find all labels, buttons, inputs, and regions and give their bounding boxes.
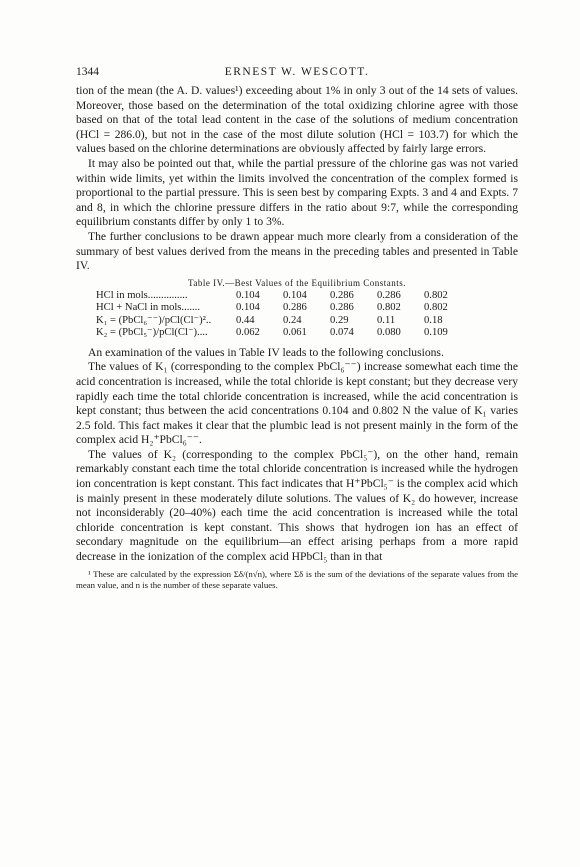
table-cell: 0.286 (330, 289, 354, 301)
page-number: 1344 (76, 66, 99, 78)
table-row (96, 327, 471, 340)
table-row (96, 315, 471, 328)
table-cell: 0.286 (283, 302, 307, 314)
table-cell: 0.44 (236, 314, 255, 326)
equilibrium-table (96, 290, 471, 340)
footnote-text: ¹ These are calculated by the expression Σδ/(n√n), where Σδ is the sum of the deviations of the separate values from the mean value, and n is the number of these separate values. (76, 568, 518, 590)
table-cell: 0.802 (424, 289, 448, 301)
table-cell: 0.104 (236, 289, 260, 301)
paragraph-4: An examination of the values in Table IV leads to the following conclusions. (88, 345, 444, 359)
row-label: HCl in mols............... (96, 289, 188, 301)
paragraph-3: The further conclusions to be drawn appear much more clearly from a consideration of the summary of best values derived from the means in the preceding tables and presented in Table IV. (76, 229, 518, 273)
paragraph-1: tion of the mean (the A. D. values¹) exceeding about 1% in only 3 out of the 14 sets of values. Moreover, those based on the determination of the total oxidizing chlorine agree with those based on that of the total lead content in the case of the solutions of medium concentration (HCl = 286.0), but not in the case of the most dilute solution (HCl = 103.7) for which the values based on the chlorine determinations are obviously affected by fairly large errors. (76, 84, 518, 156)
table-cell: 0.109 (424, 327, 448, 339)
footnote (76, 569, 518, 591)
table-cell: 0.104 (283, 289, 307, 301)
paragraph-2: It may also be pointed out that, while the partial pressure of the chlorine gas was not varied within wide limits, yet within the limits involved the concentration of the complex formed is proportional to the partial pressure. This is seen best by comparing Expts. 3 and 4 and Expts. 7 and 8, in which the chlorine pressure differs in the ratio about 9:7, while the corresponding equilibrium constants differ by only 1 to 3%. (76, 156, 518, 229)
table-caption: Table IV.—Best Values of the Equilibrium Constants. (187, 277, 407, 288)
paragraph-6: The values of K₂ (corresponding to the complex PbCl₅⁻), on the other hand, remain remarkably constant each time the total chloride concentration is increased while the hydrogen ion concentration is kept constant. This fact indicates that H⁺PbCl₅⁻ is the complex acid which is mainly present in these moderately dilute solutions. The values of K₂ do however, increase not inconsiderably (20–40%) each time the acid concentration is increased while the total chloride concentration is kept constant. This shows that hydrogen ion has an effect of secondary magnitude on the equilibrium—an effect arising perhaps from a more rapid decrease in the ionization of the complex acid HPbCl₅ than in that (76, 447, 518, 564)
table-cell: 0.080 (377, 327, 401, 339)
table-cell: 0.062 (236, 327, 260, 339)
row-label: K₂ = (PbCl₅⁻)/pCl(Cl⁻).... (96, 327, 208, 339)
table-cell: 0.061 (283, 327, 307, 339)
table-cell: 0.802 (377, 302, 401, 314)
running-author: ERNEST W. WESCOTT. (224, 66, 370, 78)
row-label: K₁ = (PbCl₆⁻⁻)/pCl(Cl⁻)².. (96, 314, 212, 326)
table-row (96, 290, 471, 303)
table-cell: 0.074 (330, 327, 354, 339)
table-cell: 0.802 (424, 302, 448, 314)
running-head (76, 66, 518, 84)
table-cell: 0.29 (330, 314, 349, 326)
paragraph-5: The values of K₁ (corresponding to the complex PbCl₆⁻⁻) increase somewhat each time the acid concentration is increased, while the total chloride is kept constant; but they decrease very rapidly each time the total chloride concentration is increased, while the acid concentration is kept constant; thus between the acid concentrations 0.104 and 0.802 N the value of K₁ varies 2.5 fold. This fact makes it clear that the plumbic lead is not present mainly in the form of the complex acid H₂⁺PbCl₆⁻⁻. (76, 360, 518, 447)
row-label: HCl + NaCl in mols....... (96, 302, 200, 314)
table-cell: 0.104 (236, 302, 260, 314)
table-cell: 0.286 (330, 302, 354, 314)
table-cell: 0.24 (283, 314, 302, 326)
table-cell: 0.286 (377, 289, 401, 301)
page (76, 66, 518, 591)
table-cell: 0.18 (424, 314, 443, 326)
table-row (96, 302, 471, 315)
table-cell: 0.11 (377, 314, 396, 326)
